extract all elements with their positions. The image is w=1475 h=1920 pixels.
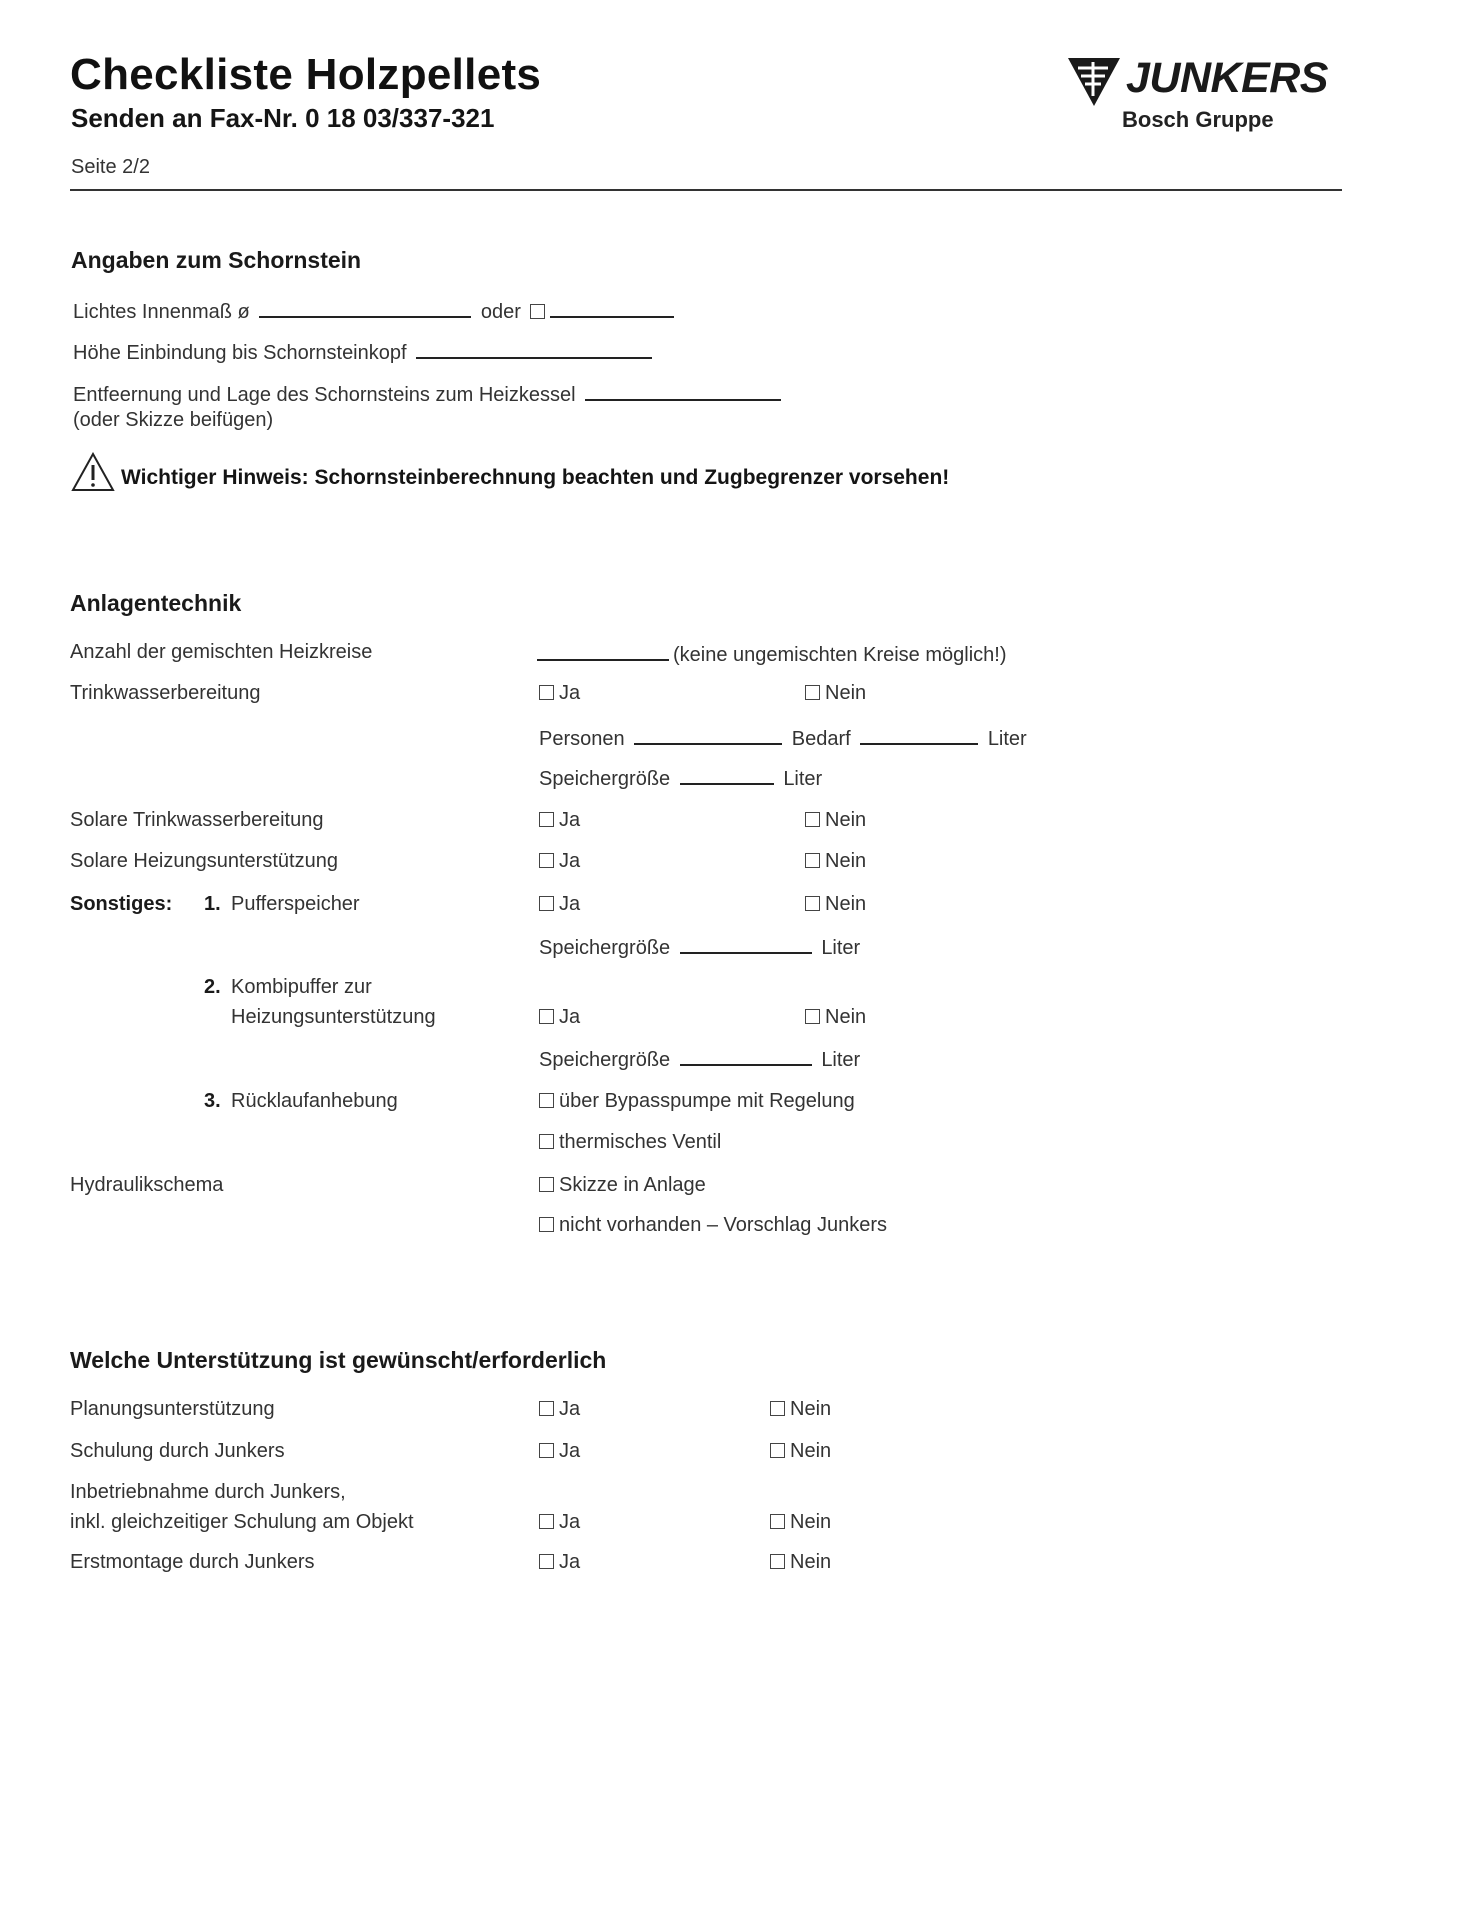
- commissioning-no-option[interactable]: [770, 1511, 831, 1534]
- persons-label: Personen: [539, 728, 625, 750]
- option-label: Ja: [559, 1511, 581, 1533]
- square-dimension-field[interactable]: [550, 298, 674, 318]
- dhw-storage-field[interactable]: [680, 765, 774, 785]
- training-yes-option[interactable]: [539, 1440, 580, 1463]
- support-row-label-line1: Inbetriebnahme durch Junkers,: [70, 1481, 346, 1503]
- checkbox[interactable]: [539, 1443, 554, 1458]
- checkbox[interactable]: [805, 685, 820, 700]
- option-label: Ja: [559, 893, 581, 915]
- thermal-valve-option[interactable]: [539, 1131, 721, 1154]
- buffer-storage-field[interactable]: [680, 934, 812, 954]
- option-label: Ja: [559, 1551, 581, 1573]
- junkers-logo: [1066, 54, 1346, 140]
- solar-heating-yes-option[interactable]: [539, 850, 580, 873]
- item3-number: 3.: [204, 1090, 221, 1112]
- logo-brand: JUNKERS: [1126, 54, 1328, 102]
- checkbox[interactable]: [770, 1514, 785, 1529]
- warning-text: Wichtiger Hinweis: Schornsteinberechnung beachten und Zugbegrenzer vorsehen!: [121, 466, 950, 489]
- option-label: Skizze in Anlage: [559, 1174, 706, 1196]
- dhw-yes-option[interactable]: [539, 682, 580, 705]
- inner-dimension-row: [73, 298, 678, 324]
- inner-dimension-label: Lichtes Innenmaß ø: [73, 301, 250, 323]
- distance-row: [73, 381, 785, 407]
- commissioning-yes-option[interactable]: [539, 1511, 580, 1534]
- option-label: thermisches Ventil: [559, 1131, 722, 1153]
- combi-yes-option[interactable]: [539, 1006, 580, 1029]
- dhw-storage-row: [539, 765, 822, 791]
- mixed-circuits-label: Anzahl der gemischten Heizkreise: [70, 641, 373, 663]
- checkbox[interactable]: [539, 685, 554, 700]
- height-field[interactable]: [416, 339, 652, 359]
- checkbox[interactable]: [805, 812, 820, 827]
- page-number: Seite 2/2: [71, 156, 150, 178]
- option-label: Nein: [790, 1440, 832, 1462]
- combi-storage-row: [539, 1046, 860, 1072]
- distance-note: (oder Skizze beifügen): [73, 409, 274, 431]
- square-shape-checkbox[interactable]: [530, 304, 545, 319]
- option-label: Ja: [559, 850, 581, 872]
- option-label: Ja: [559, 1440, 581, 1462]
- checkbox[interactable]: [805, 853, 820, 868]
- buffer-yes-option[interactable]: [539, 893, 580, 916]
- installation-no-option[interactable]: [770, 1551, 831, 1574]
- header-divider: [70, 189, 1342, 191]
- or-label: oder: [480, 301, 521, 323]
- sketch-attached-option[interactable]: [539, 1174, 706, 1197]
- option-label: Nein: [825, 809, 867, 831]
- liter-unit: Liter: [821, 1049, 861, 1071]
- checkbox[interactable]: [770, 1401, 785, 1416]
- item2-label-line1: Kombipuffer zur: [231, 976, 372, 998]
- training-no-option[interactable]: [770, 1440, 831, 1463]
- checkbox[interactable]: [539, 853, 554, 868]
- section-heading-chimney: Angaben zum Schornstein: [71, 247, 362, 273]
- option-label: Nein: [790, 1398, 832, 1420]
- planning-no-option[interactable]: [770, 1398, 831, 1421]
- item2-label-line2: Heizungsunterstützung: [231, 1006, 436, 1028]
- demand-label: Bedarf: [791, 728, 851, 750]
- document-title: Checkliste Holzpellets: [70, 50, 542, 99]
- warning-triangle-icon: [71, 452, 115, 492]
- mixed-circuits-note: (keine ungemischten Kreise möglich!): [673, 644, 1007, 666]
- section-heading-support: Welche Unterstützung ist gewünscht/erforderlich: [70, 1347, 607, 1373]
- support-row-label: Erstmontage durch Junkers: [70, 1551, 315, 1573]
- option-label: Nein: [825, 1006, 867, 1028]
- checkbox[interactable]: [539, 1217, 554, 1232]
- checkbox[interactable]: [539, 1177, 554, 1192]
- liter-unit: Liter: [783, 768, 823, 790]
- option-label: Nein: [825, 893, 867, 915]
- checkbox[interactable]: [539, 1554, 554, 1569]
- distance-label: Entfeernung und Lage des Schornsteins zum Heizkessel: [73, 384, 576, 406]
- combi-storage-field[interactable]: [680, 1046, 812, 1066]
- inner-diameter-field[interactable]: [259, 298, 471, 318]
- dhw-no-option[interactable]: [805, 682, 866, 705]
- checkbox[interactable]: [539, 1009, 554, 1024]
- checkbox[interactable]: [539, 896, 554, 911]
- buffer-storage-row: [539, 934, 860, 960]
- logo-group: Bosch Gruppe: [1122, 107, 1274, 132]
- checkbox[interactable]: [539, 1514, 554, 1529]
- distance-field[interactable]: [585, 381, 781, 401]
- item2-number: 2.: [204, 976, 221, 998]
- solar-dhw-no-option[interactable]: [805, 809, 866, 832]
- persons-field[interactable]: [634, 725, 782, 745]
- warning-note: [71, 452, 949, 492]
- installation-yes-option[interactable]: [539, 1551, 580, 1574]
- mixed-circuits-row: [537, 641, 1007, 667]
- item1-number: 1.: [204, 893, 221, 915]
- option-label: Nein: [825, 850, 867, 872]
- hydraulic-label: Hydraulikschema: [70, 1174, 224, 1196]
- demand-field[interactable]: [860, 725, 978, 745]
- solar-heating-label: Solare Heizungsunterstützung: [70, 850, 338, 872]
- solar-dhw-label: Solare Trinkwasserbereitung: [70, 809, 324, 831]
- section-heading-system: Anlagentechnik: [70, 590, 242, 616]
- checkbox[interactable]: [770, 1554, 785, 1569]
- fax-number: Senden an Fax-Nr. 0 18 03/337-321: [71, 103, 495, 133]
- item1-label: Pufferspeicher: [231, 893, 360, 915]
- item3-label: Rücklaufanhebung: [231, 1090, 398, 1112]
- checkbox[interactable]: [770, 1443, 785, 1458]
- option-label: Ja: [559, 1006, 581, 1028]
- option-label: nicht vorhanden – Vorschlag Junkers: [559, 1214, 887, 1236]
- liter-unit: Liter: [987, 728, 1027, 750]
- option-label: Nein: [790, 1511, 832, 1533]
- option-label: über Bypasspumpe mit Regelung: [559, 1090, 855, 1112]
- checkbox[interactable]: [539, 1093, 554, 1108]
- support-row-label: Schulung durch Junkers: [70, 1440, 285, 1462]
- storage-label: Speichergröße: [539, 768, 671, 790]
- height-label: Höhe Einbindung bis Schornsteinkopf: [73, 342, 407, 364]
- support-row-label: inkl. gleichzeitiger Schulung am Objekt: [70, 1511, 414, 1533]
- checkbox[interactable]: [539, 1134, 554, 1149]
- solar-heating-no-option[interactable]: [805, 850, 866, 873]
- checkbox[interactable]: [805, 1009, 820, 1024]
- solar-dhw-yes-option[interactable]: [539, 809, 580, 832]
- option-label: Ja: [559, 682, 581, 704]
- option-label: Ja: [559, 809, 581, 831]
- dhw-label: Trinkwasserbereitung: [70, 682, 261, 704]
- checkbox[interactable]: [539, 812, 554, 827]
- combi-no-option[interactable]: [805, 1006, 866, 1029]
- support-row-label: Planungsunterstützung: [70, 1398, 275, 1420]
- liter-unit: Liter: [821, 937, 861, 959]
- option-label: Ja: [559, 1398, 581, 1420]
- height-row: [73, 339, 656, 365]
- buffer-no-option[interactable]: [805, 893, 866, 916]
- planning-yes-option[interactable]: [539, 1398, 580, 1421]
- storage-label: Speichergröße: [539, 937, 671, 959]
- misc-label: Sonstiges:: [70, 893, 173, 915]
- option-label: Nein: [790, 1551, 832, 1573]
- junkers-logo-icon: [1066, 56, 1122, 108]
- persons-row: [539, 725, 1027, 751]
- storage-label: Speichergröße: [539, 1049, 671, 1071]
- junkers-proposal-option[interactable]: [539, 1214, 887, 1237]
- mixed-circuits-field[interactable]: [537, 641, 669, 661]
- bypass-pump-option[interactable]: [539, 1090, 855, 1113]
- checkbox[interactable]: [539, 1401, 554, 1416]
- checkbox[interactable]: [805, 896, 820, 911]
- option-label: Nein: [825, 682, 867, 704]
